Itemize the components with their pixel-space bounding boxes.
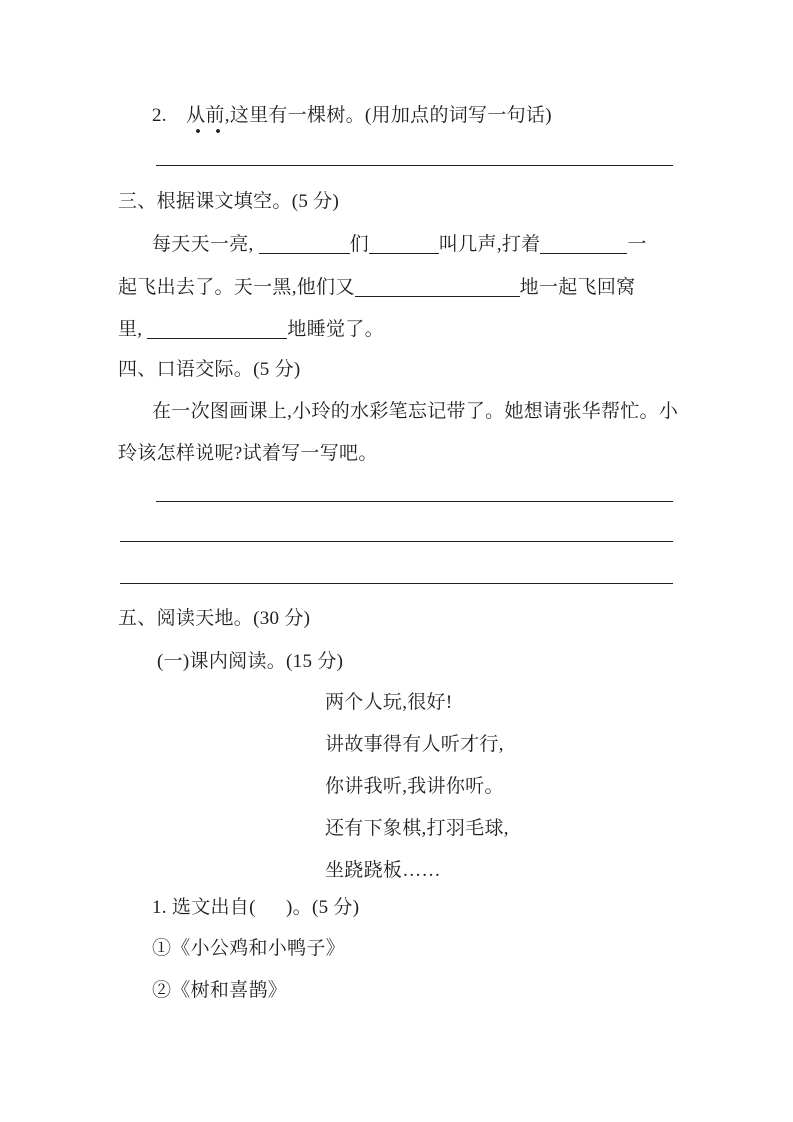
fill-text: 里, bbox=[118, 319, 148, 340]
section-five-heading: 五、阅读天地。(30 分) bbox=[118, 608, 311, 629]
section-five-subheading: (一)课内阅读。(15 分) bbox=[157, 651, 344, 672]
poem-line: 坐跷跷板…… bbox=[325, 860, 441, 881]
answer-line bbox=[120, 583, 673, 584]
oral-prompt-line-2: 玲该怎样说呢?试着写一写吧。 bbox=[118, 443, 378, 464]
fill-blank bbox=[355, 278, 520, 297]
answer-line bbox=[120, 541, 673, 542]
oral-prompt-line-1: 在一次图画课上,小玲的水彩笔忘记带了。她想请张华帮忙。小 bbox=[152, 401, 679, 422]
poem-line: 两个人玩,很好! bbox=[325, 692, 453, 713]
question-2-text: ,这里有一棵树。(用加点的词写一句话) bbox=[224, 105, 552, 126]
fill-text: 一 bbox=[627, 234, 647, 255]
fill-blank bbox=[259, 235, 350, 254]
fill-text: 地一起飞回窝 bbox=[519, 277, 636, 298]
fill-text: 们 bbox=[349, 234, 369, 255]
section-four-heading: 四、口语交际。(5 分) bbox=[118, 359, 301, 380]
choice-option-1: ①《小公鸡和小鸭子》 bbox=[152, 938, 346, 959]
fill-text: 地睡觉了。 bbox=[287, 319, 384, 340]
reading-question-1: 1. 选文出自( )。(5 分) bbox=[152, 897, 360, 918]
fill-text: 起飞出去了。天一黑,他们又 bbox=[118, 277, 355, 298]
fill-text: 每天天一亮, bbox=[152, 234, 259, 255]
question-2 bbox=[152, 104, 552, 128]
poem-line: 还有下象棋,打羽毛球, bbox=[325, 818, 509, 839]
fill-in-line-3 bbox=[118, 318, 384, 342]
answer-line bbox=[156, 165, 673, 166]
question-2-number: 2. bbox=[152, 105, 187, 126]
fill-text: 叫几声,打着 bbox=[438, 234, 541, 255]
fill-blank bbox=[369, 235, 439, 254]
fill-in-line-2 bbox=[118, 276, 635, 300]
poem-line: 讲故事得有人听才行, bbox=[325, 734, 504, 755]
choice-option-2: ②《树和喜鹊》 bbox=[152, 980, 288, 1001]
fill-blank bbox=[540, 235, 627, 254]
poem-line: 你讲我听,我讲你听。 bbox=[325, 776, 504, 797]
answer-line bbox=[156, 501, 673, 502]
fill-blank bbox=[147, 320, 287, 339]
fill-in-line-1 bbox=[152, 233, 647, 257]
question-2-dotted-word: 从前 bbox=[186, 105, 225, 134]
section-three-heading: 三、根据课文填空。(5 分) bbox=[118, 191, 340, 212]
